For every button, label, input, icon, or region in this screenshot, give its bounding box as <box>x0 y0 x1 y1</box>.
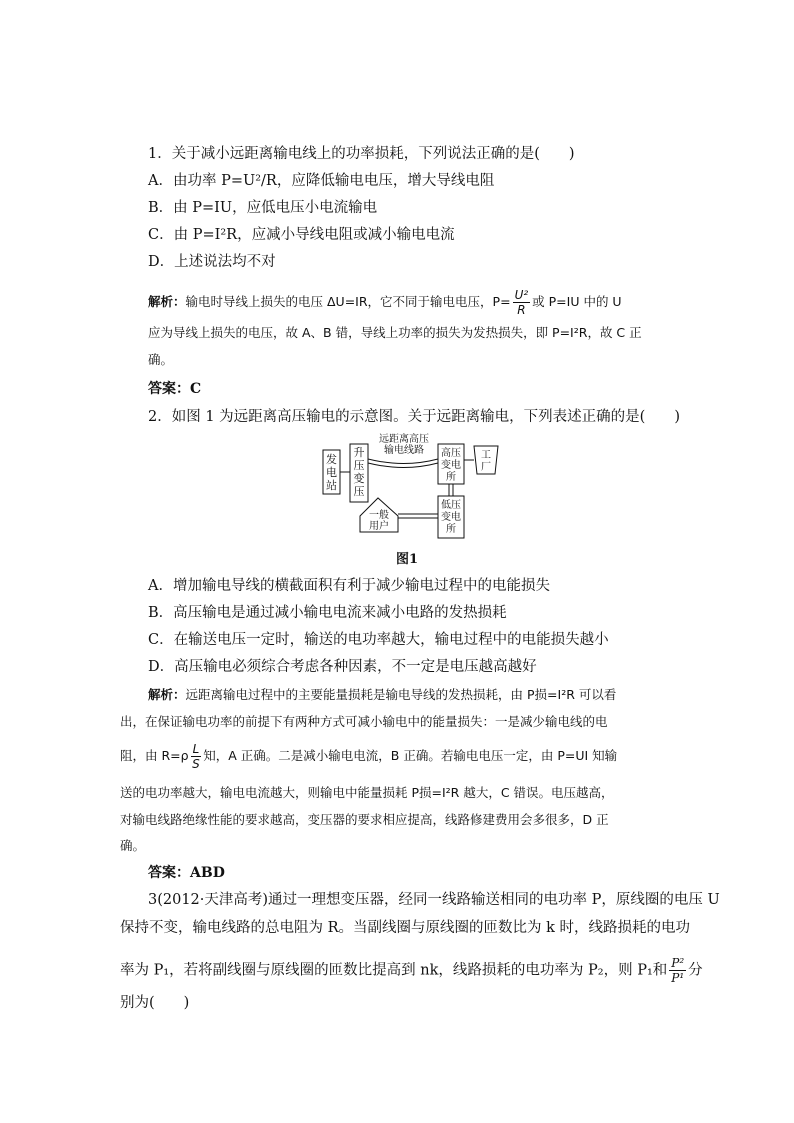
q1-stem: 1．关于减小远距离输电线上的功率损耗，下列说法正确的是( ) <box>148 146 575 162</box>
q2-solution-text-3a: 阻，由 R=ρ <box>120 748 189 763</box>
q3-line-3 <box>120 956 703 985</box>
lv-substation-label: 低压 <box>441 500 461 511</box>
q1-solution-line-2: 应为导线上损失的电压，故 A、B 错，导线上功率的损失为发热损失，即 P=I²R，故 C 正 <box>148 325 642 340</box>
power-transmission-diagram <box>320 432 510 542</box>
q3-line-1: 3(2012·天津高考)通过一理想变压器，经同一线路输送相同的电功率 P，原线圈的电压 U <box>148 892 720 908</box>
q2-solution-text-3b: 知，A 正确。二是减小输电电流，B 正确。若输电电压一定，由 P=UI 知输 <box>203 748 618 763</box>
q3-fraction-numerator: P² <box>671 956 685 970</box>
hv-line-label-1: 远距离高压 <box>379 434 429 445</box>
power-station-label: 电 <box>326 466 337 479</box>
step-up-transformer-label: 升 <box>353 446 365 459</box>
q3-line-2: 保持不变，输电线路的总电阻为 R。当副线圈与原线圈的匝数比为 k 时，线路损耗的电功 <box>120 920 691 936</box>
q2-solution-line-1 <box>148 685 616 705</box>
q1-fraction <box>513 288 531 317</box>
q1-solution-line-1 <box>148 288 622 317</box>
factory-label: 工 <box>481 450 491 461</box>
hv-substation-label: 高压 <box>441 448 461 459</box>
q3-line-4: 别为( ) <box>120 995 190 1011</box>
q2-option-c: C．在输送电压一定时，输送的电功率越大，输电过程中的电能损失越小 <box>148 632 609 648</box>
q2-solution-text-1: 远距离输电过程中的主要能量损耗是输电导线的发热损耗，由 P损=I²R 可以看 <box>185 687 617 702</box>
step-up-transformer-label: 压 <box>353 459 365 472</box>
q2-solution-line-3 <box>120 742 617 771</box>
q1-solution-line-3: 确。 <box>148 352 174 367</box>
power-station-label: 站 <box>326 479 337 492</box>
q2-option-a: A．增加输电导线的横截面积有利于减少输电过程中的电能损失 <box>148 578 550 594</box>
hv-line-label-2: 输电线路 <box>384 445 424 456</box>
q2-fraction-denominator: S <box>192 757 200 771</box>
q3-fraction <box>669 956 686 985</box>
q2-solution-line-4: 送的电功率越大，输电电流越大，则输电中能量损耗 P损=I²R 越大，C 错误。电压越高， <box>120 785 614 800</box>
q1-fraction-denominator: R <box>517 303 526 317</box>
q1-answer: 答案：C <box>148 381 202 397</box>
q2-stem: 2．如图 1 为远距离高压输电的示意图。关于远距离输电，下列表述正确的是( ) <box>148 409 680 425</box>
q3-text-3a: 率为 P₁，若将副线圈与原线圈的匝数比提高到 nk，线路损耗的电功率为 P₂，则 P₁和 <box>120 962 668 979</box>
q2-solution-line-6: 确。 <box>120 838 146 853</box>
user-label: 一般 <box>369 510 389 521</box>
q2-answer: 答案：ABD <box>148 865 225 881</box>
step-up-transformer-label: 变 <box>353 472 365 485</box>
q1-solution-label: 解析： <box>148 294 186 309</box>
q2-fraction-numerator: L <box>192 742 200 756</box>
q1-option-a: A．由功率 P=U²/R，应降低输电电压，增大导线电阻 <box>148 173 495 189</box>
hv-substation-label: 变电 <box>441 460 461 471</box>
user-label: 用户 <box>369 521 389 532</box>
q1-solution-text-1a: 输电时导线上损失的电压 ΔU=IR，它不同于输电电压，P= <box>185 294 511 309</box>
step-up-transformer-label: 压 <box>353 485 365 498</box>
q2-solution-label: 解析： <box>148 687 186 702</box>
power-station-label: 发 <box>326 453 337 466</box>
q2-fraction <box>191 742 202 771</box>
q2-solution-line-5: 对输电线路绝缘性能的要求越高，变压器的要求相应提高，线路修建费用会多很多，D 正 <box>120 812 609 827</box>
hv-substation-label: 所 <box>446 472 456 483</box>
q1-option-d: D．上述说法均不对 <box>148 254 276 270</box>
q3-fraction-denominator: P¹ <box>671 971 685 985</box>
hv-line <box>368 459 438 464</box>
q1-option-c: C．由 P=I²R，应减小导线电阻或减小输电电流 <box>148 227 455 243</box>
q1-solution-text-1b: 或 P=IU 中的 U <box>532 294 622 309</box>
q3-text-3b: 分 <box>688 962 703 979</box>
q1-fraction-numerator: U² <box>514 288 529 302</box>
factory-label: 厂 <box>481 462 491 473</box>
lv-substation-label: 所 <box>446 524 456 535</box>
q1-option-b: B．由 P=IU，应低电压小电流输电 <box>148 200 378 216</box>
figure-caption: 图1 <box>396 552 419 567</box>
q2-option-b: B．高压输电是通过减小输电电流来减小电路的发热损耗 <box>148 605 507 621</box>
q2-option-d: D．高压输电必须综合考虑各种因素，不一定是电压越高越好 <box>148 659 537 675</box>
q2-solution-line-2: 出，在保证输电功率的前提下有两种方式可减小输电中的能量损失：一是减少输电线的电 <box>120 714 608 729</box>
lv-substation-label: 变电 <box>441 512 461 523</box>
